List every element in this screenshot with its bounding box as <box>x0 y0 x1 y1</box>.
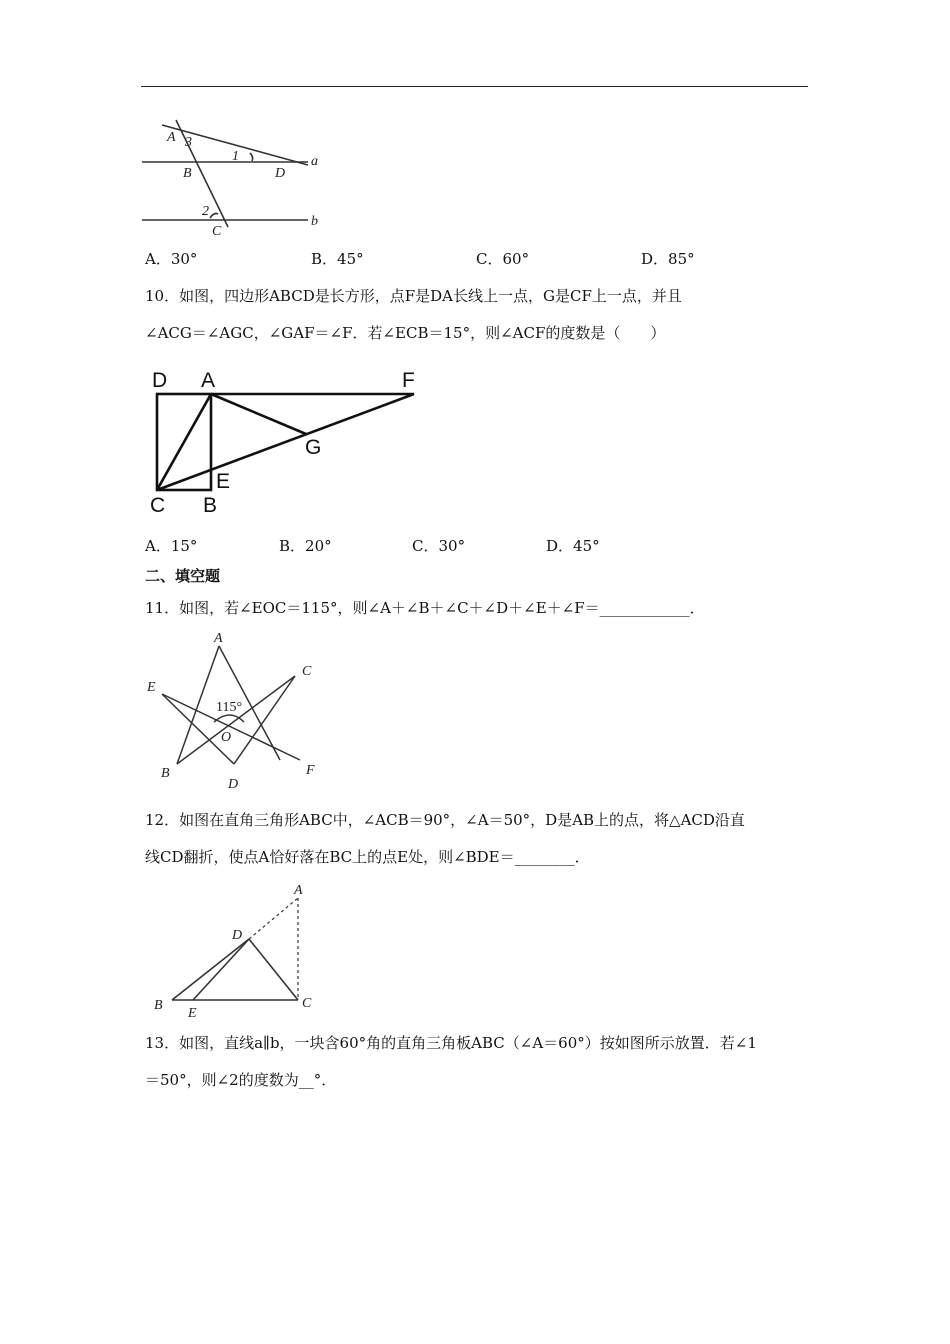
q10-label-g: G <box>305 436 322 459</box>
q9-label-3: 3 <box>185 135 192 150</box>
q9-option-c: C．60° <box>476 250 530 268</box>
q11-label-o: O <box>221 730 232 745</box>
q10-label-a: A <box>201 369 216 392</box>
q9-label-c: C <box>212 224 222 239</box>
q9-label-d: D <box>275 166 286 181</box>
q10-figure <box>140 365 430 520</box>
q10-option-b: B．20° <box>279 537 332 555</box>
q11-label-a: A <box>214 631 223 646</box>
section-heading-fill-blank: 二、填空题 <box>145 567 221 585</box>
q10-label-e: E <box>216 470 231 493</box>
q9-label-1: 1 <box>232 149 239 164</box>
q13-text-line2: ＝50°，则∠2的度数为__°． <box>145 1071 337 1089</box>
header-rule <box>141 86 808 87</box>
q12-label-d: D <box>232 928 243 943</box>
q9-label-b: B <box>183 166 192 181</box>
q10-text-line1: 10．如图，四边形ABCD是长方形，点F是DA长线上一点，G是CF上一点，并且 <box>145 287 682 305</box>
q9-label-a: A <box>167 130 176 145</box>
q12-label-b: B <box>154 998 163 1013</box>
q11-label-c: C <box>302 664 312 679</box>
q12-line-bd <box>172 939 249 1000</box>
q12-text-line1: 12．如图在直角三角形ABC中，∠ACB＝90°，∠A＝50°，D是AB上的点，将△ACD沿直 <box>145 811 745 829</box>
q10-line-ac <box>157 394 211 490</box>
q12-line-dc <box>249 939 298 1000</box>
q10-label-f: F <box>402 369 415 392</box>
q12-label-c: C <box>302 996 312 1011</box>
q9-option-a: A．30° <box>145 250 198 268</box>
q11-figure <box>140 628 340 793</box>
q11-label-f: F <box>306 763 315 778</box>
q12-label-a: A <box>294 883 303 898</box>
q12-dashed-da <box>249 898 298 939</box>
q12-label-e: E <box>188 1006 197 1021</box>
q11-label-d: D <box>228 777 239 792</box>
q12-text-line2: 线CD翻折，使点A恰好落在BC上的点E处，则∠BDE＝________． <box>145 848 590 866</box>
q9-label-2: 2 <box>202 204 209 219</box>
q9-arc-1 <box>250 153 253 161</box>
q11-line-cb <box>177 676 295 764</box>
q9-option-b: B．45° <box>311 250 364 268</box>
q10-line-ag <box>211 394 306 434</box>
q10-label-d: D <box>152 369 168 392</box>
q9-option-d: D．85° <box>641 250 695 268</box>
q10-option-d: D．45° <box>546 537 600 555</box>
q10-label-b: B <box>203 494 218 517</box>
q11-label-e: E <box>147 680 156 695</box>
q9-label-line-a: a <box>311 154 318 169</box>
q11-text-line1: 11．如图，若∠EOC＝115°，则∠A＋∠B＋∠C＋∠D＋∠E＋∠F＝____________． <box>145 599 705 617</box>
q10-option-a: A．15° <box>145 537 198 555</box>
q11-label-angle: 115° <box>216 700 243 715</box>
q10-option-c: C．30° <box>412 537 466 555</box>
q10-line-cf <box>157 394 414 490</box>
q13-text-line1: 13．如图，直线a∥b，一块含60°角的直角三角板ABC（∠A＝60°）按如图所示放置．若∠1 <box>145 1034 757 1052</box>
q9-arc-2 <box>210 214 218 219</box>
q12-figure <box>140 878 340 1023</box>
q10-text-line2: ∠ACG＝∠AGC，∠GAF＝∠F．若∠ECB＝15°，则∠ACF的度数是（ ） <box>145 324 666 342</box>
q11-label-b: B <box>161 766 170 781</box>
q11-line-cd <box>234 676 295 764</box>
q9-label-line-b: b <box>311 214 318 229</box>
q9-figure <box>140 115 340 240</box>
q12-line-de <box>193 939 249 1000</box>
q10-label-c: C <box>150 494 166 517</box>
